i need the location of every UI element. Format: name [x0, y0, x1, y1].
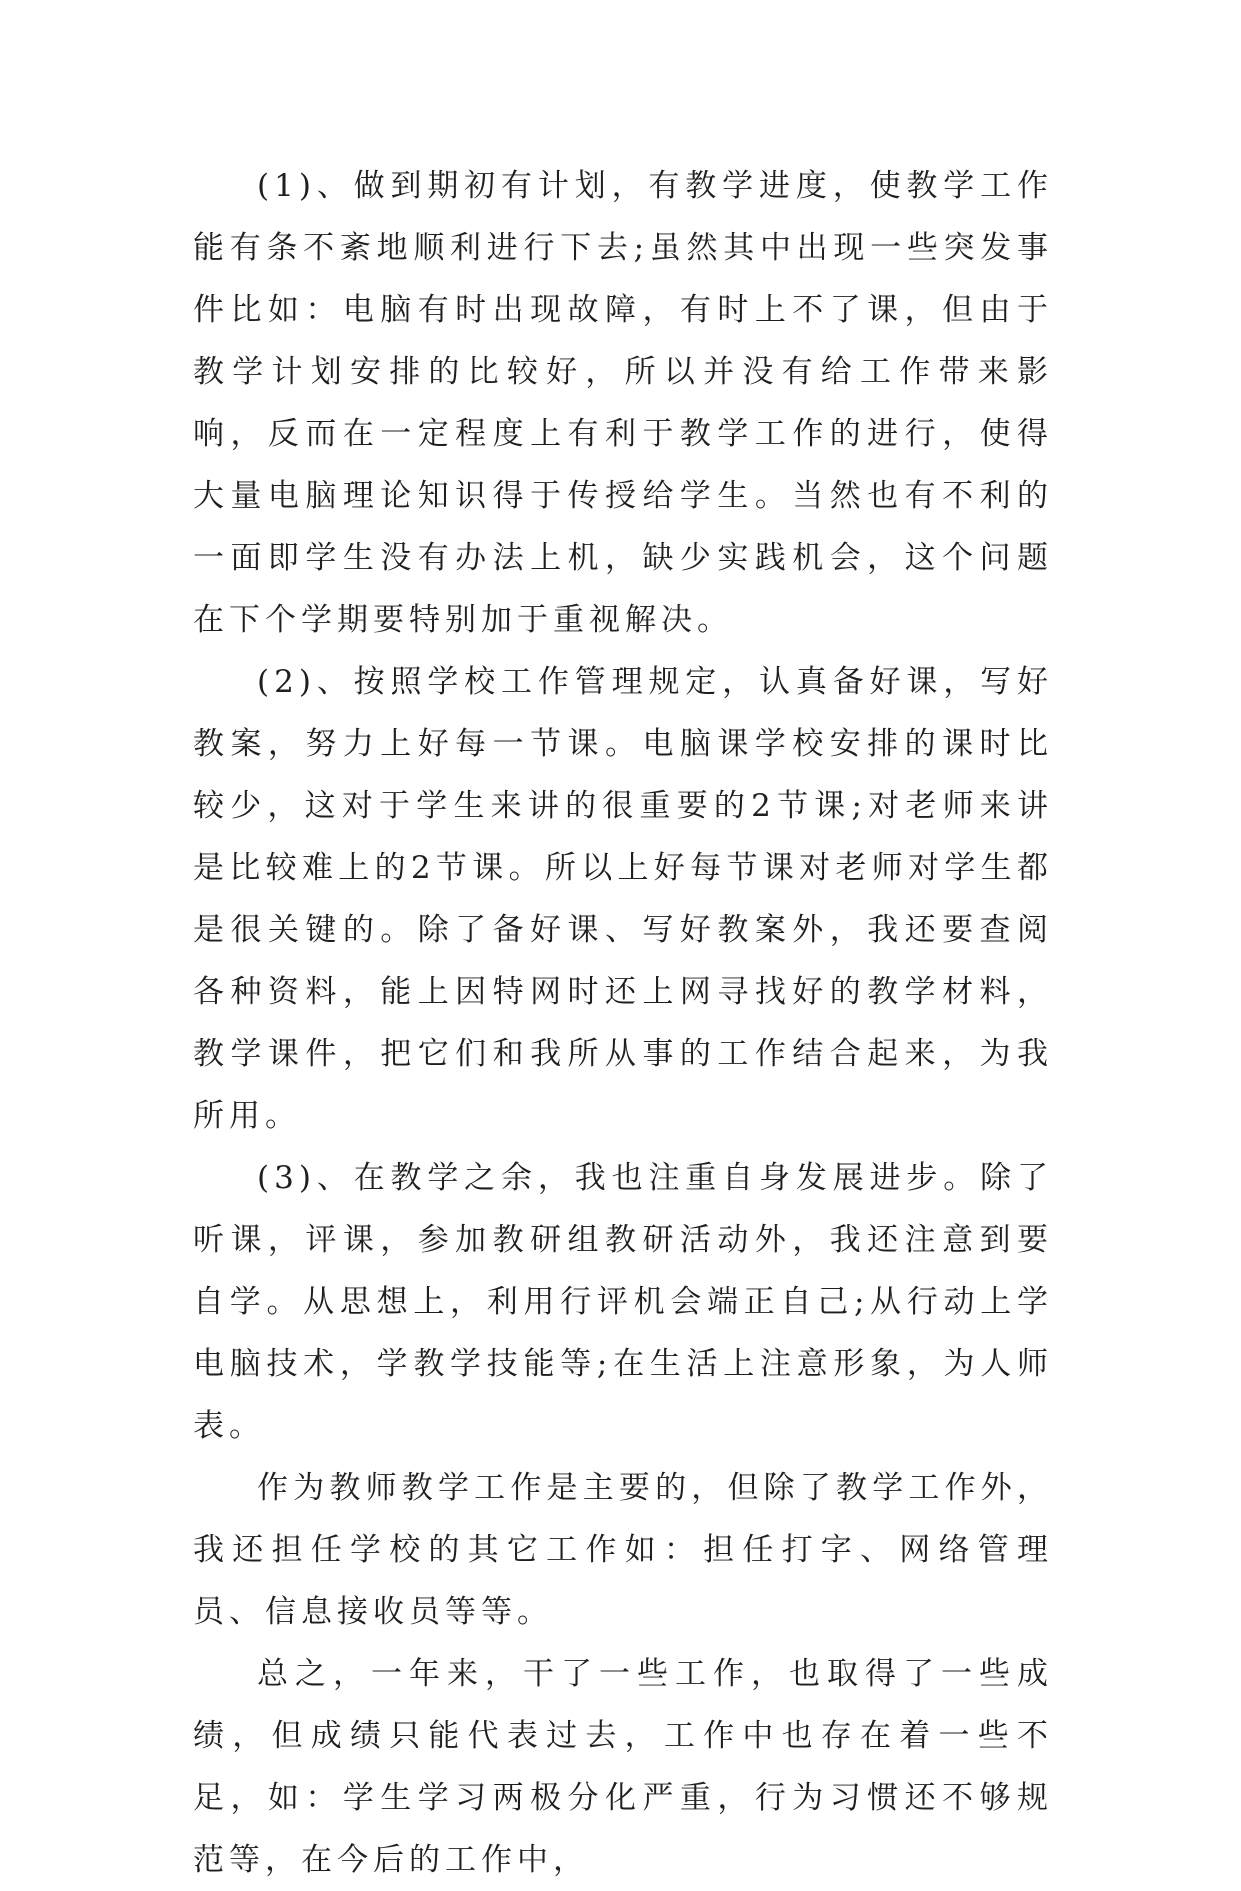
- paragraph-summary: 总之，一年来，干了一些工作，也取得了一些成绩，但成绩只能代表过去，工作中也存在着一些不足，如：学生学习两极分化严重，行为习惯还不够规范等，在今后的工作中，: [193, 1656, 1053, 1878]
- paragraph-self-development: (3)、在教学之余，我也注重自身发展进步。除了听课，评课，参加教研组教研活动外，我还注意到要自学。从思想上，利用行评机会端正自己;从行动上学电脑技术，学教学技能等;在生活上注意形象，为人师表。: [193, 1160, 1053, 1444]
- document-body: [193, 155, 1053, 1891]
- paragraph-other-duties: 作为教师教学工作是主要的，但除了教学工作外，我还担任学校的其它工作如：担任打字、网络管理员、信息接收员等等。: [193, 1470, 1053, 1630]
- paragraph-plan: (1)、做到期初有计划，有教学进度，使教学工作能有条不紊地顺利进行下去;虽然其中出现一些突发事件比如：电脑有时出现故障，有时上不了课，但由于教学计划安排的比较好，所以并没有给工作带来影响，反而在一定程度上有利于教学工作的进行，使得大量电脑理论知识得于传授给学生。当然也有不利的一面即学生没有办法上机，缺少实践机会，这个问题在下个学期要特别加于重视解决。: [193, 168, 1053, 638]
- paragraph-lesson-prep: (2)、按照学校工作管理规定，认真备好课，写好教案，努力上好每一节课。电脑课学校安排的课时比较少，这对于学生来讲的很重要的2节课;对老师来讲是比较难上的2节课。所以上好每节课对老师对学生都是很关键的。除了备好课、写好教案外，我还要查阅各种资料，能上因特网时还上网寻找好的教学材料，教学课件，把它们和我所从事的工作结合起来，为我所用。: [193, 664, 1053, 1134]
